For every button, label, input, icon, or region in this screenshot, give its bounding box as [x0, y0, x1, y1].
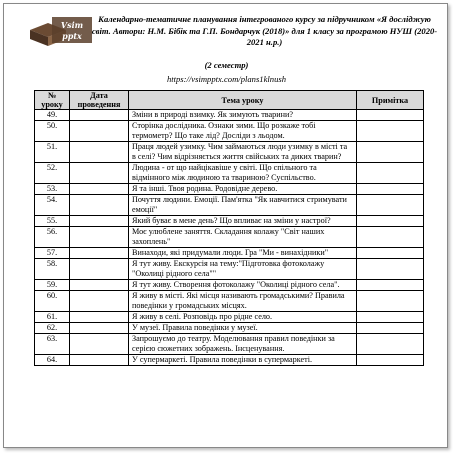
lesson-date — [70, 195, 129, 216]
lesson-number: 49. — [35, 110, 70, 121]
lesson-number: 61. — [35, 312, 70, 323]
lesson-date — [70, 121, 129, 142]
lesson-topic: Праця людей узимку. Чим займаються люди узимку в місті та в селі? Чим відрізняється життя свійських та диких тварин? — [129, 142, 357, 163]
table-body — [35, 110, 424, 366]
lesson-note — [357, 280, 424, 291]
lesson-note — [357, 259, 424, 280]
lesson-topic: Я живу в селі. Розповідь про рідне село. — [129, 312, 357, 323]
col-header-date: Дата проведення — [70, 91, 129, 110]
lesson-number: 54. — [35, 195, 70, 216]
lesson-date — [70, 248, 129, 259]
vsimpptx-logo — [26, 14, 96, 48]
lesson-number: 60. — [35, 291, 70, 312]
table-row — [35, 280, 424, 291]
lesson-note — [357, 227, 424, 248]
lesson-topic: Я та інші. Твоя родина. Родовідне дерево. — [129, 184, 357, 195]
lesson-topic: У супермаркеті. Правила поведінки в супермаркеті. — [129, 355, 357, 366]
lesson-topic: Я живу в місті. Які місця називають громадськими? Правила поведінки у громадських місцях. — [129, 291, 357, 312]
lesson-date — [70, 280, 129, 291]
table-row — [35, 142, 424, 163]
svg-text:pptx: pptx — [62, 31, 82, 41]
lesson-topic: Почуття людини. Емоції. Пам'ятка "Як навчитися стримувати емоції" — [129, 195, 357, 216]
lesson-topic: Який буває в мене день? Що впливає на зміни у настрої? — [129, 216, 357, 227]
lesson-date — [70, 334, 129, 355]
lesson-date — [70, 110, 129, 121]
lesson-note — [357, 195, 424, 216]
col-header-note: Примітка — [357, 91, 424, 110]
lesson-note — [357, 142, 424, 163]
source-url[interactable]: https://vsimpptx.com/plans1klnush — [166, 74, 287, 84]
lesson-number: 58. — [35, 259, 70, 280]
lesson-date — [70, 323, 129, 334]
lesson-topic: Я тут живу. Створення фотоколажу "Околиці рідного села". — [129, 280, 357, 291]
lesson-note — [357, 355, 424, 366]
lesson-topic: Зміни в природі взимку. Як зимують тварини? — [129, 110, 357, 121]
col-header-number: № уроку — [35, 91, 70, 110]
lesson-topic: Запрошуємо до театру. Моделювання правил поведінки за серією сюжетних зображень. Інсценування. — [129, 334, 357, 355]
lesson-note — [357, 323, 424, 334]
lesson-plan-table — [34, 90, 424, 366]
table-header-row — [35, 91, 424, 110]
table-row — [35, 355, 424, 366]
lesson-note — [357, 291, 424, 312]
table-row — [35, 323, 424, 334]
lesson-date — [70, 291, 129, 312]
table-row — [35, 121, 424, 142]
lesson-number: 57. — [35, 248, 70, 259]
lesson-date — [70, 163, 129, 184]
lesson-topic: Моє улюблене заняття. Складання колажу "Світ наших захоплень" — [129, 227, 357, 248]
lesson-number: 55. — [35, 216, 70, 227]
table-row — [35, 227, 424, 248]
lesson-number: 53. — [35, 184, 70, 195]
table-row — [35, 291, 424, 312]
table-row — [35, 163, 424, 184]
svg-text:Vsim: Vsim — [60, 20, 84, 30]
lesson-number: 63. — [35, 334, 70, 355]
lesson-note — [357, 216, 424, 227]
table-row — [35, 195, 424, 216]
lesson-topic: Людина - от що найцікавіше у світі. Що спільного та відмінного між людиною та твариною? Суспільство. — [129, 163, 357, 184]
lesson-topic: Я тут живу. Екскурсія на тему:"Підготовка фотоколажу "Околиці рідного села"" — [129, 259, 357, 280]
lesson-number: 56. — [35, 227, 70, 248]
lesson-note — [357, 312, 424, 323]
table-row — [35, 110, 424, 121]
document-title: Календарно-тематичне планування інтегрованого курсу за підручником «Я досліджую світ. Автори: Н.М. Бібік та Г.П. Бондарчук (2018)» для 1 класу за програмою НУШ (2020-2021 н.р.) — [91, 14, 438, 47]
lesson-number: 50. — [35, 121, 70, 142]
lesson-note — [357, 248, 424, 259]
lesson-note — [357, 121, 424, 142]
lesson-number: 51. — [35, 142, 70, 163]
table-row — [35, 259, 424, 280]
lesson-date — [70, 259, 129, 280]
lesson-number: 62. — [35, 323, 70, 334]
lesson-topic: У музеї. Правила поведінки у музеї. — [129, 323, 357, 334]
lesson-note — [357, 110, 424, 121]
lesson-topic: Сторінка дослідника. Ознаки зими. Що розкаже тобі термометр? Що таке лід? Досліди з льодом. — [129, 121, 357, 142]
lesson-date — [70, 227, 129, 248]
lesson-number: 64. — [35, 355, 70, 366]
table-row — [35, 216, 424, 227]
lesson-date — [70, 312, 129, 323]
table-row — [35, 312, 424, 323]
lesson-note — [357, 334, 424, 355]
lesson-date — [70, 184, 129, 195]
lesson-note — [357, 163, 424, 184]
table-row — [35, 184, 424, 195]
lesson-number: 59. — [35, 280, 70, 291]
col-header-topic: Тема уроку — [129, 91, 357, 110]
lesson-date — [70, 355, 129, 366]
lesson-date — [70, 216, 129, 227]
lesson-topic: Винаходи, які придумали люди. Гра "Ми - винахідники" — [129, 248, 357, 259]
lesson-note — [357, 184, 424, 195]
table-row — [35, 334, 424, 355]
lesson-number: 52. — [35, 163, 70, 184]
lesson-date — [70, 142, 129, 163]
semester-label: (2 семестр) — [204, 60, 249, 70]
table-row — [35, 248, 424, 259]
